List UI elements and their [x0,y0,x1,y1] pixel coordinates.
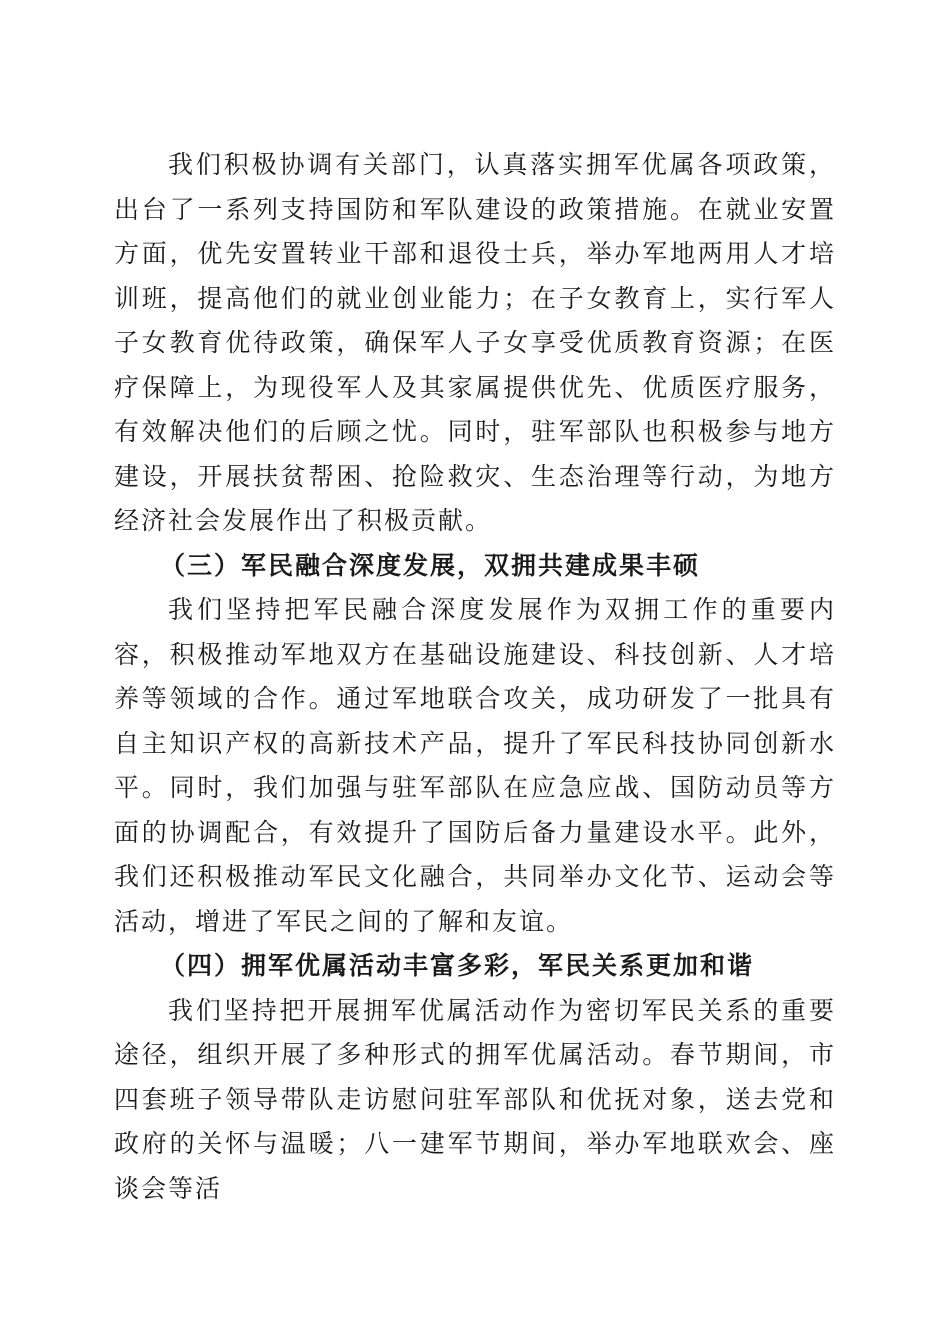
paragraph-support-activities: 我们坚持把开展拥军优属活动作为密切军民关系的重要途径，组织开展了多种形式的拥军优属活动。春节期间，市四套班子领导带队走访慰问驻军部队和优抚对象，送去党和政府的关怀与温暖；八一建军节期间，举办军地联欢会、座谈会等活 [114,995,836,1203]
paragraph-policy-support: 我们积极协调有关部门，认真落实拥军优属各项政策，出台了一系列支持国防和军队建设的政策措施。在就业安置方面，优先安置转业干部和退役士兵，举办军地两用人才培训班，提高他们的就业创业能力；在子女教育上，实行军人子女教育优待政策，确保军人子女享受优质教育资源；在医疗保障上，为现役军人及其家属提供优先、优质医疗服务，有效解决他们的后顾之忧。同时，驻军部队也积极参与地方建设，开展扶贫帮困、抢险救灾、生态治理等行动，为地方经济社会发展作出了积极贡献。 [114,150,836,535]
section-heading-4: （四）拥军优属活动丰富多彩，军民关系更加和谐 [160,951,755,980]
section-heading-3: （三）军民融合深度发展，双拥共建成果丰硕 [160,550,701,580]
document-body [114,143,836,1211]
paragraph-military-civil-fusion: 我们坚持把军民融合深度发展作为双拥工作的重要内容，积极推动军地双方在基础设施建设、科技创新、人才培养等领域的合作。通过军地联合攻关，成功研发了一批具有自主知识产权的高新技术产品，提升了军民科技协同创新水平。同时，我们加强与驻军部队在应急应战、国防动员等方面的协调配合，有效提升了国防后备力量建设水平。此外，我们还积极推动军民文化融合，共同举办文化节、运动会等活动，增进了军民之间的了解和友谊。 [114,595,836,936]
